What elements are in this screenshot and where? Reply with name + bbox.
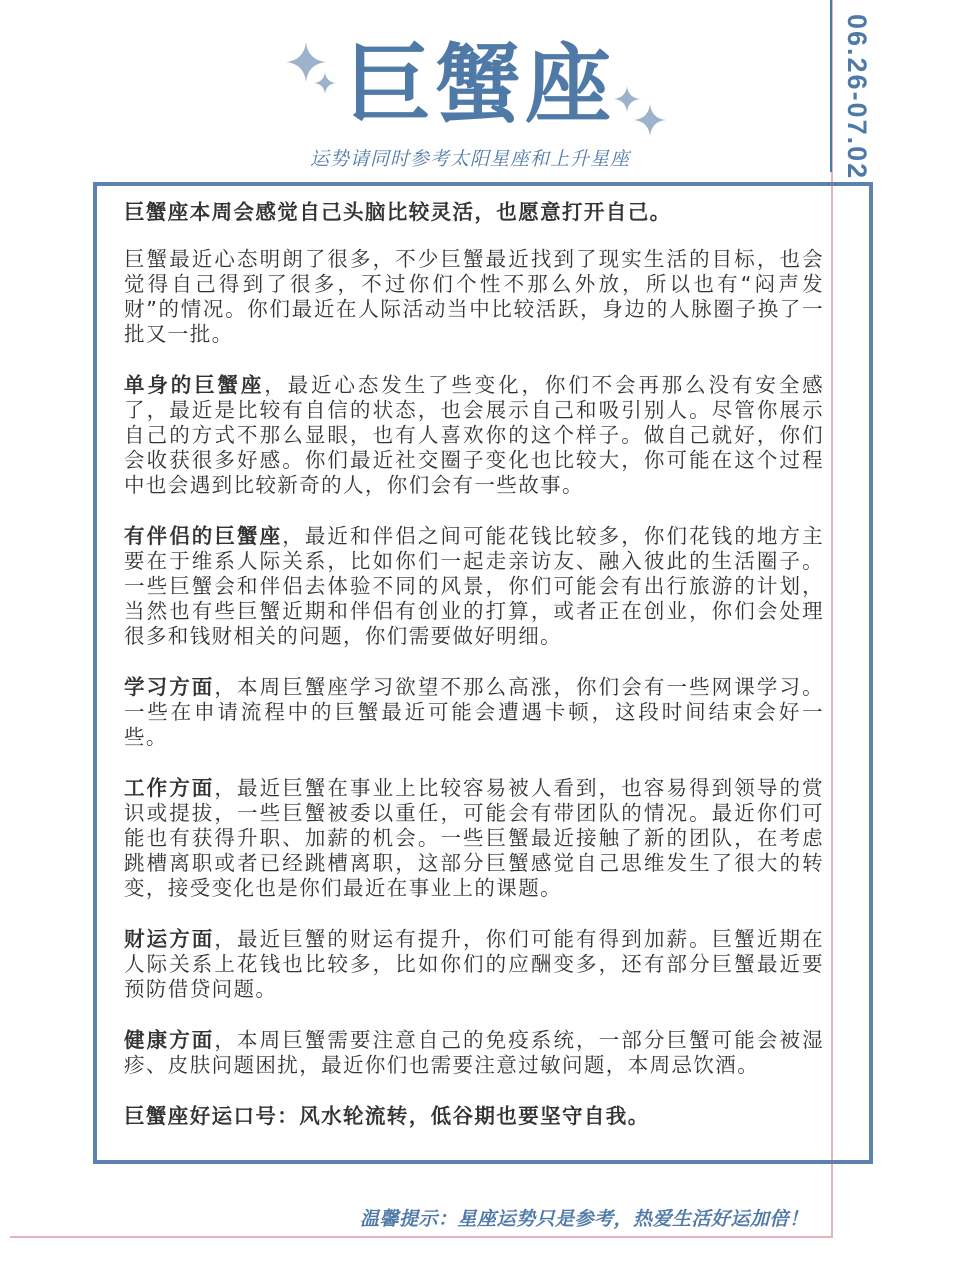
- single-text: ，最近心态发生了些变化，你们不会再那么没有安全感了，最近是比较有自信的状态，也会展示自己和吸引别人。尽管你展示自己的方式不那么显眼，也有人喜欢你的这个样子。做自己就好，你们会收获很多好感。你们最近社交圈子变化也比较大，你可能在这个过程中也会遇到比较新奇的人，你们会有一些故事。: [124, 373, 824, 497]
- intro-paragraph: 巨蟹座本周会感觉自己头脑比较灵活，也愿意打开自己。: [124, 200, 672, 224]
- general-paragraph: 巨蟹最近心态明朗了很多，不少巨蟹最近找到了现实生活的目标，也会觉得自己得到了很多，不过你们个性不那么外放，所以也有“闷声发财”的情况。你们最近在人际活动当中比较活跃，身边的人脉圈子换了一批又一批。: [124, 247, 824, 346]
- wealth-label: 财运方面: [124, 927, 215, 951]
- wealth-text: ，最近巨蟹的财运有提升，你们可能有得到加薪。巨蟹近期在人际关系上花钱也比较多，比如你们的应酬变多，还有部分巨蟹最近要预防借贷问题。: [124, 927, 824, 1001]
- partnered-paragraph: [124, 524, 824, 649]
- health-label: 健康方面: [124, 1028, 215, 1052]
- single-label: 单身的巨蟹座: [124, 373, 265, 397]
- work-paragraph: [124, 776, 824, 901]
- partnered-label: 有伴侣的巨蟹座: [124, 524, 283, 548]
- work-text: ，最近巨蟹在事业上比较容易被人看到，也容易得到领导的赏识或提拔，一些巨蟹被委以重任，可能会有带团队的情况。最近你们可能也有获得升职、加薪的机会。一些巨蟹最近接触了新的团队，在考虑跳槽离职或者已经跳槽离职，这部分巨蟹感觉自己思维发生了很大的转变，接受变化也是你们最近在事业上的课题。: [124, 776, 824, 900]
- study-label: 学习方面: [124, 675, 215, 699]
- study-paragraph: [124, 675, 824, 750]
- single-paragraph: [124, 373, 824, 498]
- content-body: [124, 200, 824, 1155]
- sparkle-icon: [634, 104, 666, 136]
- wealth-paragraph: [124, 927, 824, 1002]
- work-label: 工作方面: [124, 776, 215, 800]
- page-subtitle: 运势请同时参考太阳星座和上升星座: [309, 148, 630, 170]
- health-text: ，本周巨蟹需要注意自己的免疫系统，一部分巨蟹可能会被湿疹、皮肤问题困扰，最近你们也需要注意过敏问题，本周忌饮酒。: [124, 1028, 824, 1077]
- study-text: ，本周巨蟹座学习欲望不那么高涨，你们会有一些网课学习。一些在申请流程中的巨蟹最近可能会遭遇卡顿，这段时间结束会好一些。: [124, 675, 824, 749]
- health-paragraph: [124, 1028, 824, 1078]
- date-range: 06.26-07.02: [842, 14, 872, 181]
- partnered-text: ，最近和伴侣之间可能花钱比较多，你们花钱的地方主要在于维系人际关系，比如你们一起走亲访友、融入彼此的生活圈子。一些巨蟹会和伴侣去体验不同的风景，你们可能会有出行旅游的计划，当然也有些巨蟹近期和伴侣有创业的打算，或者正在创业，你们会处理很多和钱财相关的问题，你们需要做好明细。: [124, 524, 824, 648]
- pink-horizontal-line: [10, 1236, 833, 1238]
- slogan-paragraph: 巨蟹座好运口号：风水轮流转，低谷期也要坚守自我。: [124, 1104, 650, 1128]
- page-title: 巨蟹座: [345, 35, 615, 135]
- content-box: [93, 182, 873, 1164]
- footer-tip: 温馨提示：星座运势只是参考，热爱生活好运加倍！: [360, 1208, 809, 1230]
- sparkle-icon: [314, 72, 336, 94]
